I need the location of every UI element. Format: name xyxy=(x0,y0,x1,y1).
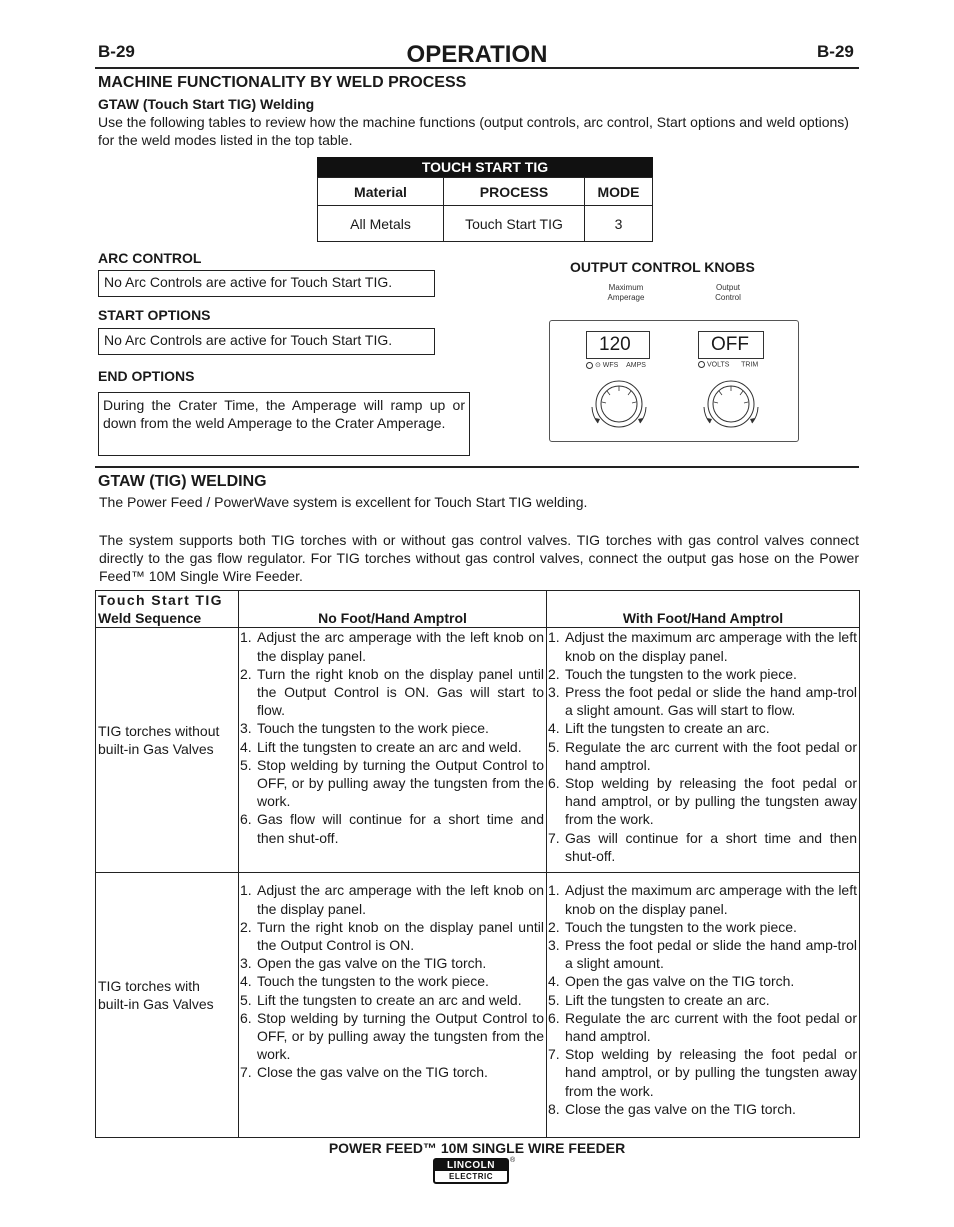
step-item xyxy=(240,756,546,811)
step-number: 6. xyxy=(548,775,560,792)
step-number: 2. xyxy=(240,665,252,682)
step-text: Touch the tungsten to the work piece. xyxy=(257,720,489,737)
row-label-with-valves: TIG torches with built-in Gas Valves xyxy=(96,873,239,1138)
step-text: Stop welding by releasing the foot pedal or hand amptrol, or by pulling the tungsten away from the work. xyxy=(565,1046,857,1099)
right-knob-caption: Output Control xyxy=(715,283,741,302)
step-text: Lift the tungsten to create an arc. xyxy=(565,991,770,1008)
step-text: Turn the right knob on the display panel until the Output Control is ON. xyxy=(257,918,544,954)
output-knobs-label: OUTPUT CONTROL KNOBS xyxy=(570,259,755,275)
step-number: 1. xyxy=(548,882,560,899)
step-number: 4. xyxy=(548,973,560,990)
right-rotary-knob-icon[interactable] xyxy=(698,377,764,433)
step-item xyxy=(548,881,859,917)
step-text: Regulate the arc current with the foot pedal or hand amptrol. xyxy=(565,738,857,773)
step-text: Lift the tungsten to create an arc and weld. xyxy=(257,738,522,755)
mode-table-header-material: Material xyxy=(318,178,444,206)
step-text: Close the gas valve on the TIG torch. xyxy=(257,1064,488,1081)
step-text: Adjust the maximum arc amperage with the left knob on the display panel. xyxy=(565,882,857,917)
step-text: Gas will continue for a short time and then shut-off. xyxy=(565,829,857,864)
step-number: 2. xyxy=(240,918,252,935)
steps-no-amptrol-without-valves xyxy=(239,628,547,873)
col-header-with-amptrol: With Foot/Hand Amptrol xyxy=(547,591,860,628)
step-text: Regulate the arc current with the foot pedal or hand amptrol. xyxy=(565,1009,857,1045)
mode-table-header-mode: MODE xyxy=(585,178,653,206)
mode-table-title: TOUCH START TIG xyxy=(317,157,653,177)
step-number: 7. xyxy=(240,1064,252,1081)
steps-with-amptrol-without-valves xyxy=(547,628,860,873)
arc-control-box: No Arc Controls are active for Touch Start TIG. xyxy=(98,270,435,297)
step-item xyxy=(240,628,546,664)
step-text: Lift the tungsten to create an arc and weld. xyxy=(257,991,522,1008)
step-number: 6. xyxy=(240,1009,252,1026)
mode-table-header-process: PROCESS xyxy=(444,178,585,206)
step-number: 3. xyxy=(240,955,252,972)
step-text: Touch the tungsten to the work piece. xyxy=(565,665,797,682)
registered-mark: ® xyxy=(510,1157,516,1164)
start-options-box: No Arc Controls are active for Touch Start TIG. xyxy=(98,328,435,355)
led-icon xyxy=(698,361,705,368)
steps-with-amptrol-with-valves xyxy=(547,873,860,1138)
step-item xyxy=(548,991,859,1009)
steps-no-amptrol-with-valves xyxy=(239,873,547,1138)
end-options-box: During the Crater Time, the Amperage will ramp up or down from the weld Amperage to the Crater Amperage. xyxy=(98,392,470,456)
page-title: OPERATION xyxy=(406,41,548,68)
step-item xyxy=(240,1063,546,1081)
control-panel xyxy=(549,320,799,442)
step-text: Adjust the maximum arc amperage with the left knob on the display panel. xyxy=(565,629,857,664)
step-item xyxy=(548,628,859,664)
left-rotary-knob-icon[interactable] xyxy=(586,377,652,433)
step-text: Open the gas valve on the TIG torch. xyxy=(565,973,795,990)
step-text: Touch the tungsten to the work piece. xyxy=(565,918,797,935)
step-item xyxy=(240,665,546,720)
lincoln-electric-logo xyxy=(433,1158,509,1184)
step-item xyxy=(548,829,859,865)
step-item xyxy=(240,810,546,846)
logo-top-text: LINCOLN xyxy=(435,1160,507,1171)
row-label-without-valves: TIG torches without built-in Gas Valves xyxy=(96,628,239,873)
step-number: 5. xyxy=(548,991,560,1008)
step-item xyxy=(240,972,546,990)
step-item xyxy=(240,1009,546,1064)
step-number: 2. xyxy=(548,665,560,682)
step-item xyxy=(240,719,546,737)
step-number: 4. xyxy=(240,973,252,990)
step-number: 1. xyxy=(240,629,252,646)
step-text: Stop welding by turning the Output Control to OFF, or by pulling away the tungsten from the work. xyxy=(257,1009,544,1063)
step-item xyxy=(548,719,859,737)
section-subheading: GTAW (Touch Start TIG) Welding xyxy=(98,96,315,112)
end-options-label: END OPTIONS xyxy=(98,368,195,384)
step-text: Close the gas valve on the TIG torch. xyxy=(565,1100,796,1117)
step-number: 4. xyxy=(240,738,252,755)
amperage-display: 120 xyxy=(586,331,650,359)
page-code-right: B-29 xyxy=(817,42,854,61)
header-rule xyxy=(95,67,859,69)
left-indicators: ⊙ WFS AMPS xyxy=(586,361,656,369)
mode-table-cell-mode: 3 xyxy=(585,206,653,242)
step-number: 3. xyxy=(548,937,560,954)
step-item xyxy=(240,991,546,1009)
gtaw-heading: GTAW (TIG) WELDING xyxy=(98,473,267,490)
step-item xyxy=(548,1045,859,1100)
arc-control-label: ARC CONTROL xyxy=(98,250,202,266)
mode-table-cell-process: Touch Start TIG xyxy=(444,206,585,242)
sequence-table xyxy=(95,590,860,1138)
mode-table xyxy=(317,157,653,242)
step-item xyxy=(548,936,859,972)
step-text: Stop welding by releasing the foot pedal or hand amptrol, or by pulling the tungsten away from the work. xyxy=(565,775,857,828)
page-code-left: B-29 xyxy=(98,42,135,61)
step-number: 5. xyxy=(548,738,560,755)
step-number: 3. xyxy=(240,720,252,737)
step-item xyxy=(548,683,859,719)
step-number: 7. xyxy=(548,1046,560,1063)
step-text: Stop welding by turning the Output Control to OFF, or by pulling away the tungsten from the work. xyxy=(257,756,544,810)
logo-bottom-text: ELECTRIC xyxy=(449,1172,493,1181)
step-text: Press the foot pedal or slide the hand amp-trol a slight amount. xyxy=(565,937,857,972)
step-item xyxy=(240,881,546,917)
step-item xyxy=(548,1009,859,1045)
step-number: 7. xyxy=(548,829,560,846)
step-item xyxy=(548,774,859,829)
step-text: Adjust the arc amperage with the left knob on the display panel. xyxy=(257,629,544,664)
step-number: 5. xyxy=(240,756,252,773)
mode-table-cell-material: All Metals xyxy=(318,206,444,242)
step-text: Lift the tungsten to create an arc. xyxy=(565,720,770,737)
step-number: 1. xyxy=(240,882,252,899)
step-text: Press the foot pedal or slide the hand amp-trol a slight amount. Gas will start to flow. xyxy=(565,684,857,719)
step-item xyxy=(240,954,546,972)
output-control-display: OFF xyxy=(698,331,764,359)
step-number: 6. xyxy=(240,811,252,828)
step-number: 5. xyxy=(240,991,252,1008)
step-number: 8. xyxy=(548,1100,560,1117)
section-heading: MACHINE FUNCTIONALITY BY WELD PROCESS xyxy=(98,74,467,91)
step-number: 4. xyxy=(548,720,560,737)
step-item xyxy=(240,738,546,756)
step-number: 2. xyxy=(548,918,560,935)
step-text: Open the gas valve on the TIG torch. xyxy=(257,955,487,972)
led-icon xyxy=(586,362,593,369)
step-text: Turn the right knob on the display panel until the Output Control is ON. Gas will start to flow. xyxy=(257,665,544,719)
step-number: 3. xyxy=(548,684,560,701)
step-item xyxy=(548,918,859,936)
step-item xyxy=(240,918,546,954)
left-knob-caption: Maximum Amperage xyxy=(607,283,645,302)
step-number: 1. xyxy=(548,629,560,646)
step-number: 6. xyxy=(548,1009,560,1026)
right-indicators: VOLTS TRIM xyxy=(698,361,768,368)
section-rule xyxy=(95,466,859,468)
step-item xyxy=(548,972,859,990)
gtaw-para2: The system supports both TIG torches with or without gas control valves. TIG torches with gas control valves connect directly to the gas flow regulator. For TIG torches without gas control valves, connect the output gas hose on the Power Feed™ 10M Single Wire Feeder. xyxy=(99,532,859,584)
step-item xyxy=(548,1100,859,1118)
gtaw-para1: The Power Feed / PowerWave system is excellent for Touch Start TIG welding. xyxy=(99,494,588,510)
step-item xyxy=(548,738,859,774)
step-text: Gas flow will continue for a short time and then shut-off. xyxy=(257,811,544,846)
sequence-table-corner: Touch Start TIG Weld Sequence xyxy=(96,591,239,628)
intro-paragraph: Use the following tables to review how the machine functions (output controls, arc control, Start options and weld options) for the weld modes listed in the top table. xyxy=(98,114,849,148)
step-text: Adjust the arc amperage with the left knob on the display panel. xyxy=(257,882,544,917)
step-text: Touch the tungsten to the work piece. xyxy=(257,973,489,990)
footer-title: POWER FEED™ 10M SINGLE WIRE FEEDER xyxy=(328,1140,626,1156)
step-item xyxy=(548,665,859,683)
col-header-no-amptrol: No Foot/Hand Amptrol xyxy=(239,591,547,628)
start-options-label: START OPTIONS xyxy=(98,307,211,323)
